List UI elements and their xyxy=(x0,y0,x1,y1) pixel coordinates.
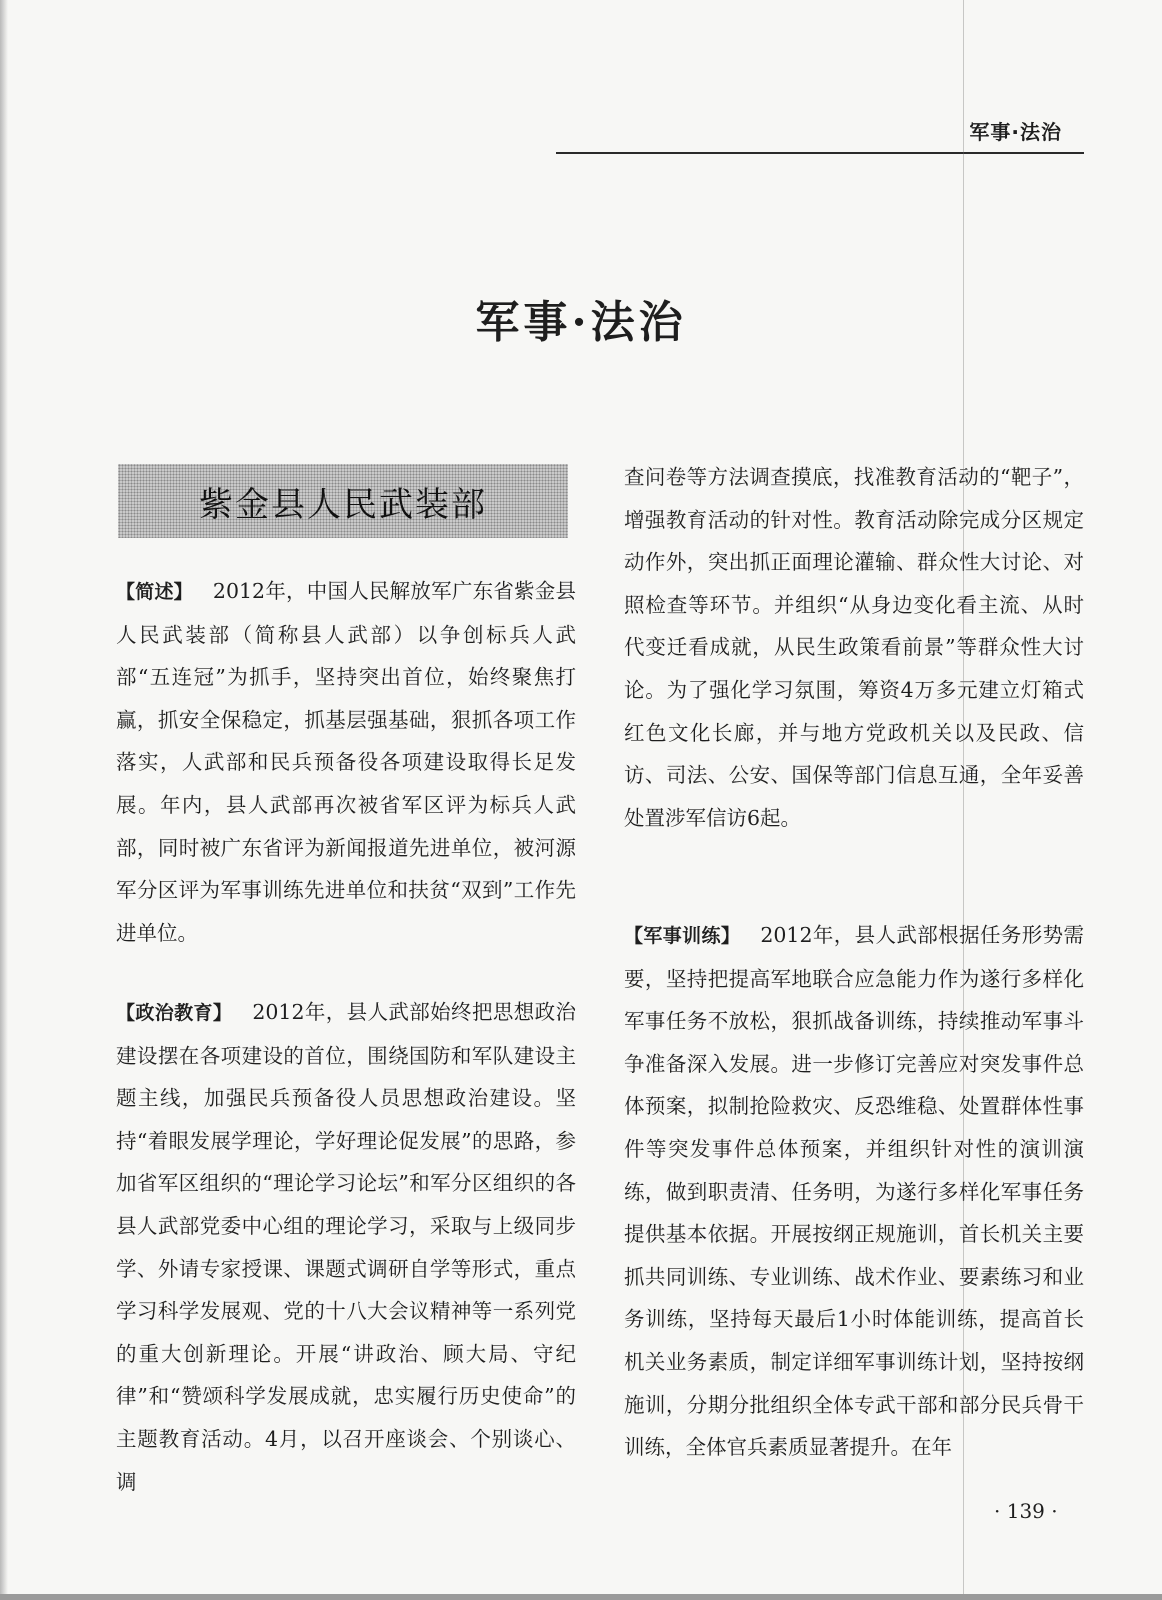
running-header: 军事·法治 xyxy=(969,120,1062,144)
overview-tag: 【简述】 xyxy=(116,581,193,603)
scan-fold-line xyxy=(963,0,964,1600)
overview-paragraph xyxy=(116,570,576,954)
section-title: 紫金县人民武装部 xyxy=(199,484,487,525)
political-education-paragraph xyxy=(116,991,576,1503)
section-title-box xyxy=(118,464,568,538)
political-education-continued xyxy=(624,456,1084,839)
military-training-tag: 【军事训练】 xyxy=(624,925,741,947)
overview-text: 2012年，中国人民解放军广东省紫金县人民武装部（简称县人武部）以争创标兵人武部“五连冠”为抓手，坚持突出首位，始终聚焦打赢，抓安全保稳定，抓基层强基础，狠抓各项工作落实，人武部和民兵预备役各项建设取得长足发展。年内，县人武部再次被省军区评为标兵人武部，同时被广东省评为新闻报道先进单位，被河源军分区评为军事训练先进单位和扶贫“双到”工作先进单位。 xyxy=(116,579,576,945)
scan-left-edge xyxy=(0,0,8,1600)
chapter-title: 军事·法治 xyxy=(475,297,687,348)
political-education-text: 2012年，县人武部始终把思想政治建设摆在各项建设的首位，围绕国防和军队建设主题主线，加强民兵预备役人员思想政治建设。坚持“着眼发展学理论，学好理论促发展”的思路，参加省军区组织的“理论学习论坛”和军分区组织的各县人武部党委中心组的理论学习，采取与上级同步学、外请专家授课、课题式调研自学等形式，重点学习科学发展观、党的十八大会议精神等一系列党的重大创新理论。开展“讲政治、顾大局、守纪律”和“赞颂科学发展成就，忠实履行历史使命”的主题教育活动。4月，以召开座谈会、个别谈心、调 xyxy=(116,1000,576,1494)
military-training-text: 2012年，县人武部根据任务形势需要，坚持把提高军地联合应急能力作为遂行多样化军事任务不放松，狠抓战备训练，持续推动军事斗争准备深入发展。进一步修订完善应对突发事件总体预案，拟制抢险救灾、反恐维稳、处置群体性事件等突发事件总体预案，并组织针对性的演训演练，做到职责清、任务明，为遂行多样化军事任务提供基本依据。开展按纲正规施训，首长机关主要抓共同训练、专业训练、战术作业、要素练习和业务训练，坚持每天最后1小时体能训练，提高首长机关业务素质，制定详细军事训练计划，坚持按纲施训，分期分批组织全体专武干部和部分民兵骨干训练，全体官兵素质显著提升。在年 xyxy=(624,923,1084,1460)
scan-bottom-edge xyxy=(0,1594,1162,1600)
political-education-tag: 【政治教育】 xyxy=(116,1002,233,1024)
political-education-continued-text: 查问卷等方法调查摸底，找准教育活动的“靶子”，增强教育活动的针对性。教育活动除完成分区规定动作外，突出抓正面理论灌输、群众性大讨论、对照检查等环节。并组织“从身边变化看主流、从时代变迁看成就，从民生政策看前景”等群众性大讨论。为了强化学习氛围，筹资4万多元建立灯箱式红色文化长廊，并与地方党政机关以及民政、信访、司法、公安、国保等部门信息互通，全年妥善处置涉军信访6起。 xyxy=(624,465,1084,830)
page-number: · 139 · xyxy=(994,1499,1058,1523)
header-rule xyxy=(556,152,1084,154)
military-training-paragraph xyxy=(624,914,1084,1469)
